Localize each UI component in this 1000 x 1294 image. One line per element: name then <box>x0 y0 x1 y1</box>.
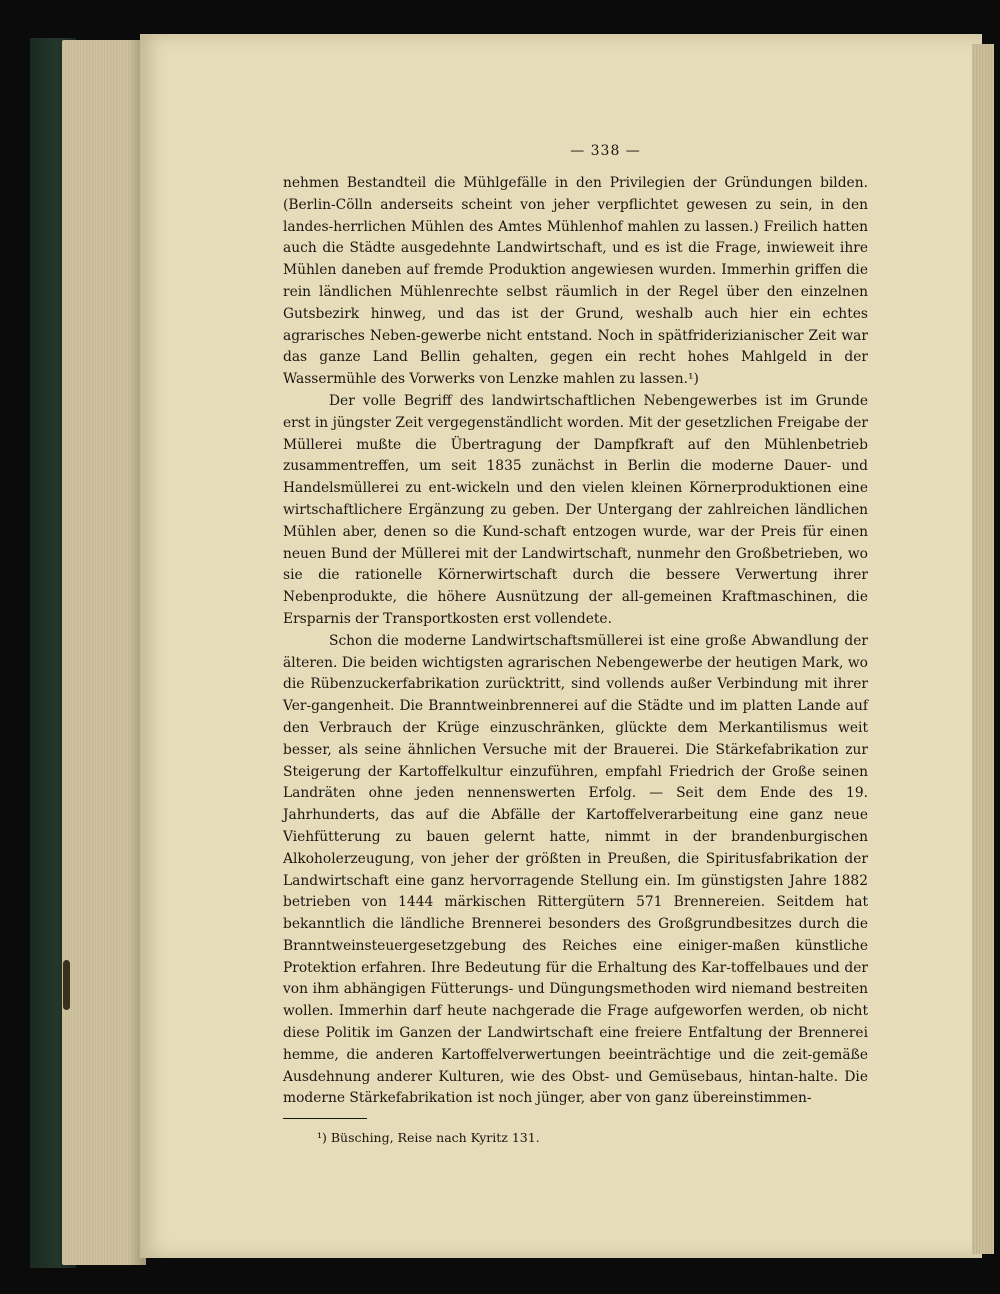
page-edges-left <box>62 40 146 1265</box>
paragraph-3: Schon die moderne Landwirtschaftsmüllerei ist eine große Abwandlung der älteren. Die beiden wichtigsten agrarischen Nebengewerbe der heutigen Mark, wo die Rübenzuckerfabrikation zurücktritt, sind vollends außer Verbindung mit ihrer Ver-gangenheit. Die Branntweinbrennerei auf die Städte und im platten Lande auf den Verbrauch der Krüge einzuschränken, glückte dem Merkantilismus weit besser, als seine ähnlichen Versuche mit der Brauerei. Die Stärkefabrikation zur Steigerung der Kartoffelkultur einzuführen, empfahl Friedrich der Große seinen Landräten ohne jeden nennenswerten Erfolg. — Seit dem Ende des 19. Jahrhunderts, das auf die Abfälle der Kartoffelverarbeitung eine ganz neue Viehfütterung zu bauen gelernt hatte, nimmt in der brandenburgischen Alkoholerzeugung, von jeher der größten in Preußen, die Spiritusfabrikation der Landwirtschaft eine ganz hervorragende Stellung ein. Im günstigsten Jahre 1882 betrieben von 1444 märkischen Rittergütern 571 Brennereien. Seitdem hat bekanntlich die ländliche Brennerei besonders des Großgrundbesitzes durch die Branntweinsteuergesetzgebung des Reiches eine einiger-maßen künstliche Protektion erfahren. Ihre Bedeutung für die Erhaltung des Kar-toffelbaues und der von ihm abhängigen Fütterungs- und Düngungsmethoden wird niemand bestreiten wollen. Immerhin darf heute nachgerade die Frage aufgeworfen werden, ob nicht diese Politik im Ganzen der Landwirtschaft eine freiere Entfaltung der Brennerei hemme, die anderen Kartoffelverwertungen beeinträchtige und die zeit-gemäße Ausdehnung anderer Kulturen, wie des Obst- und Gemüsebaus, hintan-halte. Die moderne Stärkefabrikation ist noch jünger, aber von ganz übereinstimmen- <box>283 632 868 1107</box>
paragraph-2: Der volle Begriff des landwirtschaftlichen Nebengewerbes ist im Grunde erst in jüngster Zeit vergegenständlicht worden. Mit der gesetzlichen Freigabe der Müllerei mußte die Übertragung der Dampfkraft auf den Mühlenbetrieb zusammentreffen, um seit 1835 zunächst in Berlin die moderne Dauer- und Handelsmüllerei zu ent-wickeln und den vielen kleinen Körnerproduktionen eine wirtschaftlichere Ergänzung zu geben. Der Untergang der zahlreichen ländlichen Mühlen aber, denen so die Kund-schaft entzogen wurde, war der Preis für einen neuen Bund der Müllerei mit der Landwirtschaft, nunmehr den Großbetrieben, wo sie die rationelle Körnerwirtschaft durch die bessere Verwertung ihrer Nebenprodukte, die höhere Ausnützung der all-gemeinen Kraftmaschinen, die Ersparnis der Transportkosten erst vollendete. <box>283 392 868 627</box>
paragraph-1: nehmen Bestandteil die Mühlgefälle in den Privilegien der Gründungen bilden. (Berlin-Cölln anderseits scheint von jeher verpflichtet gewesen zu sein, in den landes-herrlichen Mühlen des Amtes Mühlenhof mahlen zu lassen.) Freilich hatten auch die Städte ausgedehnte Landwirtschaft, und es ist die Frage, inwieweit ihre Mühlen daneben auf fremde Produktion angewiesen wurden. Immerhin griffen die rein ländlichen Mühlenrechte selbst räumlich in der Regel über den einzelnen Gutsbezirk hinweg, und das ist der Grund, weshalb auch hier ein echtes agrarisches Neben-gewerbe nicht entstand. Noch in spätfriderizianischer Zeit war das ganze Land Bellin gehalten, gegen ein recht hohes Mahlgeld in der Wassermühle des Vorwerks von Lenzke mahlen zu lassen.¹) <box>283 175 868 388</box>
page-content <box>283 143 868 1147</box>
footnote-divider <box>283 1118 367 1119</box>
footnote: ¹) Büsching, Reise nach Kyritz 131. <box>317 1130 540 1146</box>
page-edges-right <box>972 44 994 1254</box>
binding-hole <box>63 960 70 1010</box>
page-number: — 338 — <box>570 143 641 159</box>
